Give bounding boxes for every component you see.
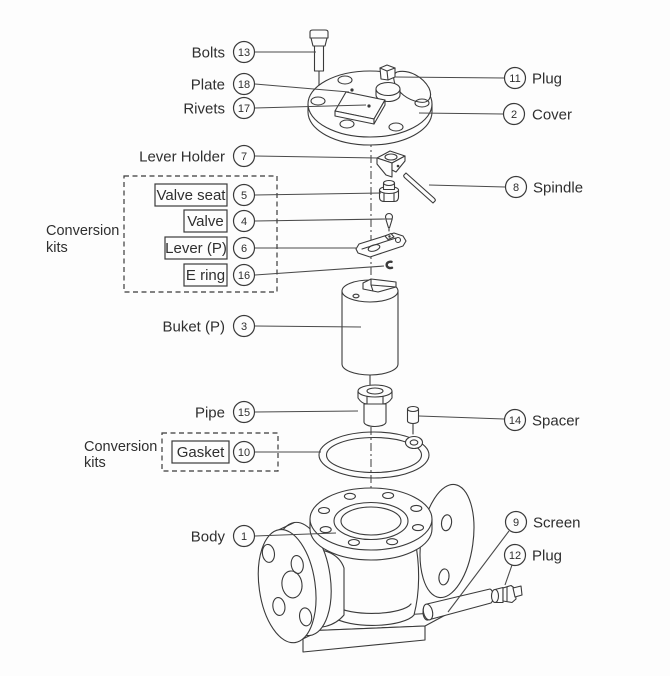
part-number: 17 (237, 103, 251, 115)
part-label: Plate (190, 76, 225, 94)
part-label: Rivets (183, 100, 225, 118)
part-label: Spacer (532, 412, 580, 430)
body-base-front (303, 626, 425, 652)
part-label: Body (190, 528, 225, 546)
part-drawings (251, 30, 522, 652)
part-number: 5 (240, 190, 248, 202)
part-label: Plug (532, 547, 563, 565)
part-number: 2 (510, 109, 518, 121)
part-number: 7 (240, 151, 248, 163)
part-label: Cover (532, 106, 573, 124)
callout-plug-12 (505, 545, 563, 586)
callout-valve-seat-5 (155, 184, 381, 206)
part-number: 6 (240, 243, 248, 255)
part-number: 9 (512, 517, 520, 529)
callout-spindle-8 (429, 177, 583, 198)
gasket-art (319, 432, 429, 478)
part-label: Pipe (194, 404, 225, 422)
e-ring-art (387, 262, 392, 268)
valve-seat-art (380, 181, 399, 202)
callout-spacer-14 (419, 410, 580, 431)
callout-buket-p-3 (162, 316, 361, 337)
part-label: Lever Holder (139, 148, 225, 166)
conversion-kit-label: Conversion kits (84, 439, 158, 471)
lever-holder-art (377, 151, 405, 177)
leader-line (255, 411, 358, 412)
callout-bolts-13 (192, 42, 316, 63)
part-number: 3 (240, 321, 248, 333)
callout-gasket-10 (172, 441, 321, 463)
part-label: E ring (185, 267, 226, 285)
part-label: Gasket (176, 444, 225, 462)
leader-line (419, 416, 504, 419)
part-label: Buket (P) (162, 318, 225, 336)
spacer-art (408, 407, 419, 435)
part-number: 10 (237, 447, 251, 459)
part-label: Bolts (191, 44, 225, 62)
pipe-art (358, 385, 392, 427)
callout-cover-2 (419, 104, 572, 125)
leader-line (255, 193, 381, 195)
part-label: Lever (P) (165, 240, 227, 258)
part-label: Valve seat (156, 187, 226, 205)
part-number: 13 (237, 47, 251, 59)
part-number: 18 (237, 79, 251, 91)
plug12-art (492, 586, 523, 603)
valve-art (386, 214, 393, 232)
part-number: 14 (508, 415, 522, 427)
rivet-dot (367, 104, 370, 107)
conversion-kit-label: Conversion kits (46, 223, 120, 256)
leader-line (255, 156, 378, 158)
part-number: 16 (237, 270, 251, 282)
spindle-art (404, 173, 436, 203)
part-number: 1 (240, 531, 248, 543)
part-number: 15 (237, 407, 251, 419)
leader-line (429, 185, 505, 187)
callout-lever-p-6 (165, 237, 357, 259)
leader-line (255, 266, 384, 275)
callout-pipe-15 (195, 402, 358, 423)
part-number: 11 (509, 73, 521, 85)
callout-valve-4 (184, 210, 385, 232)
part-label: Screen (533, 514, 581, 532)
part-label: Plug (532, 70, 563, 88)
part-number: 8 (512, 182, 520, 194)
leader-line (505, 565, 512, 585)
callout-lever-holder-7 (139, 146, 378, 167)
part-number: 12 (508, 550, 522, 562)
part-number: 4 (240, 216, 248, 228)
rivet-dot (350, 88, 353, 91)
body-art (251, 481, 522, 652)
lever-art (356, 233, 406, 257)
body-top-flange (310, 488, 432, 550)
leader-line (255, 219, 385, 221)
part-label: Spindle (533, 179, 584, 197)
part-label: Valve (187, 213, 224, 231)
